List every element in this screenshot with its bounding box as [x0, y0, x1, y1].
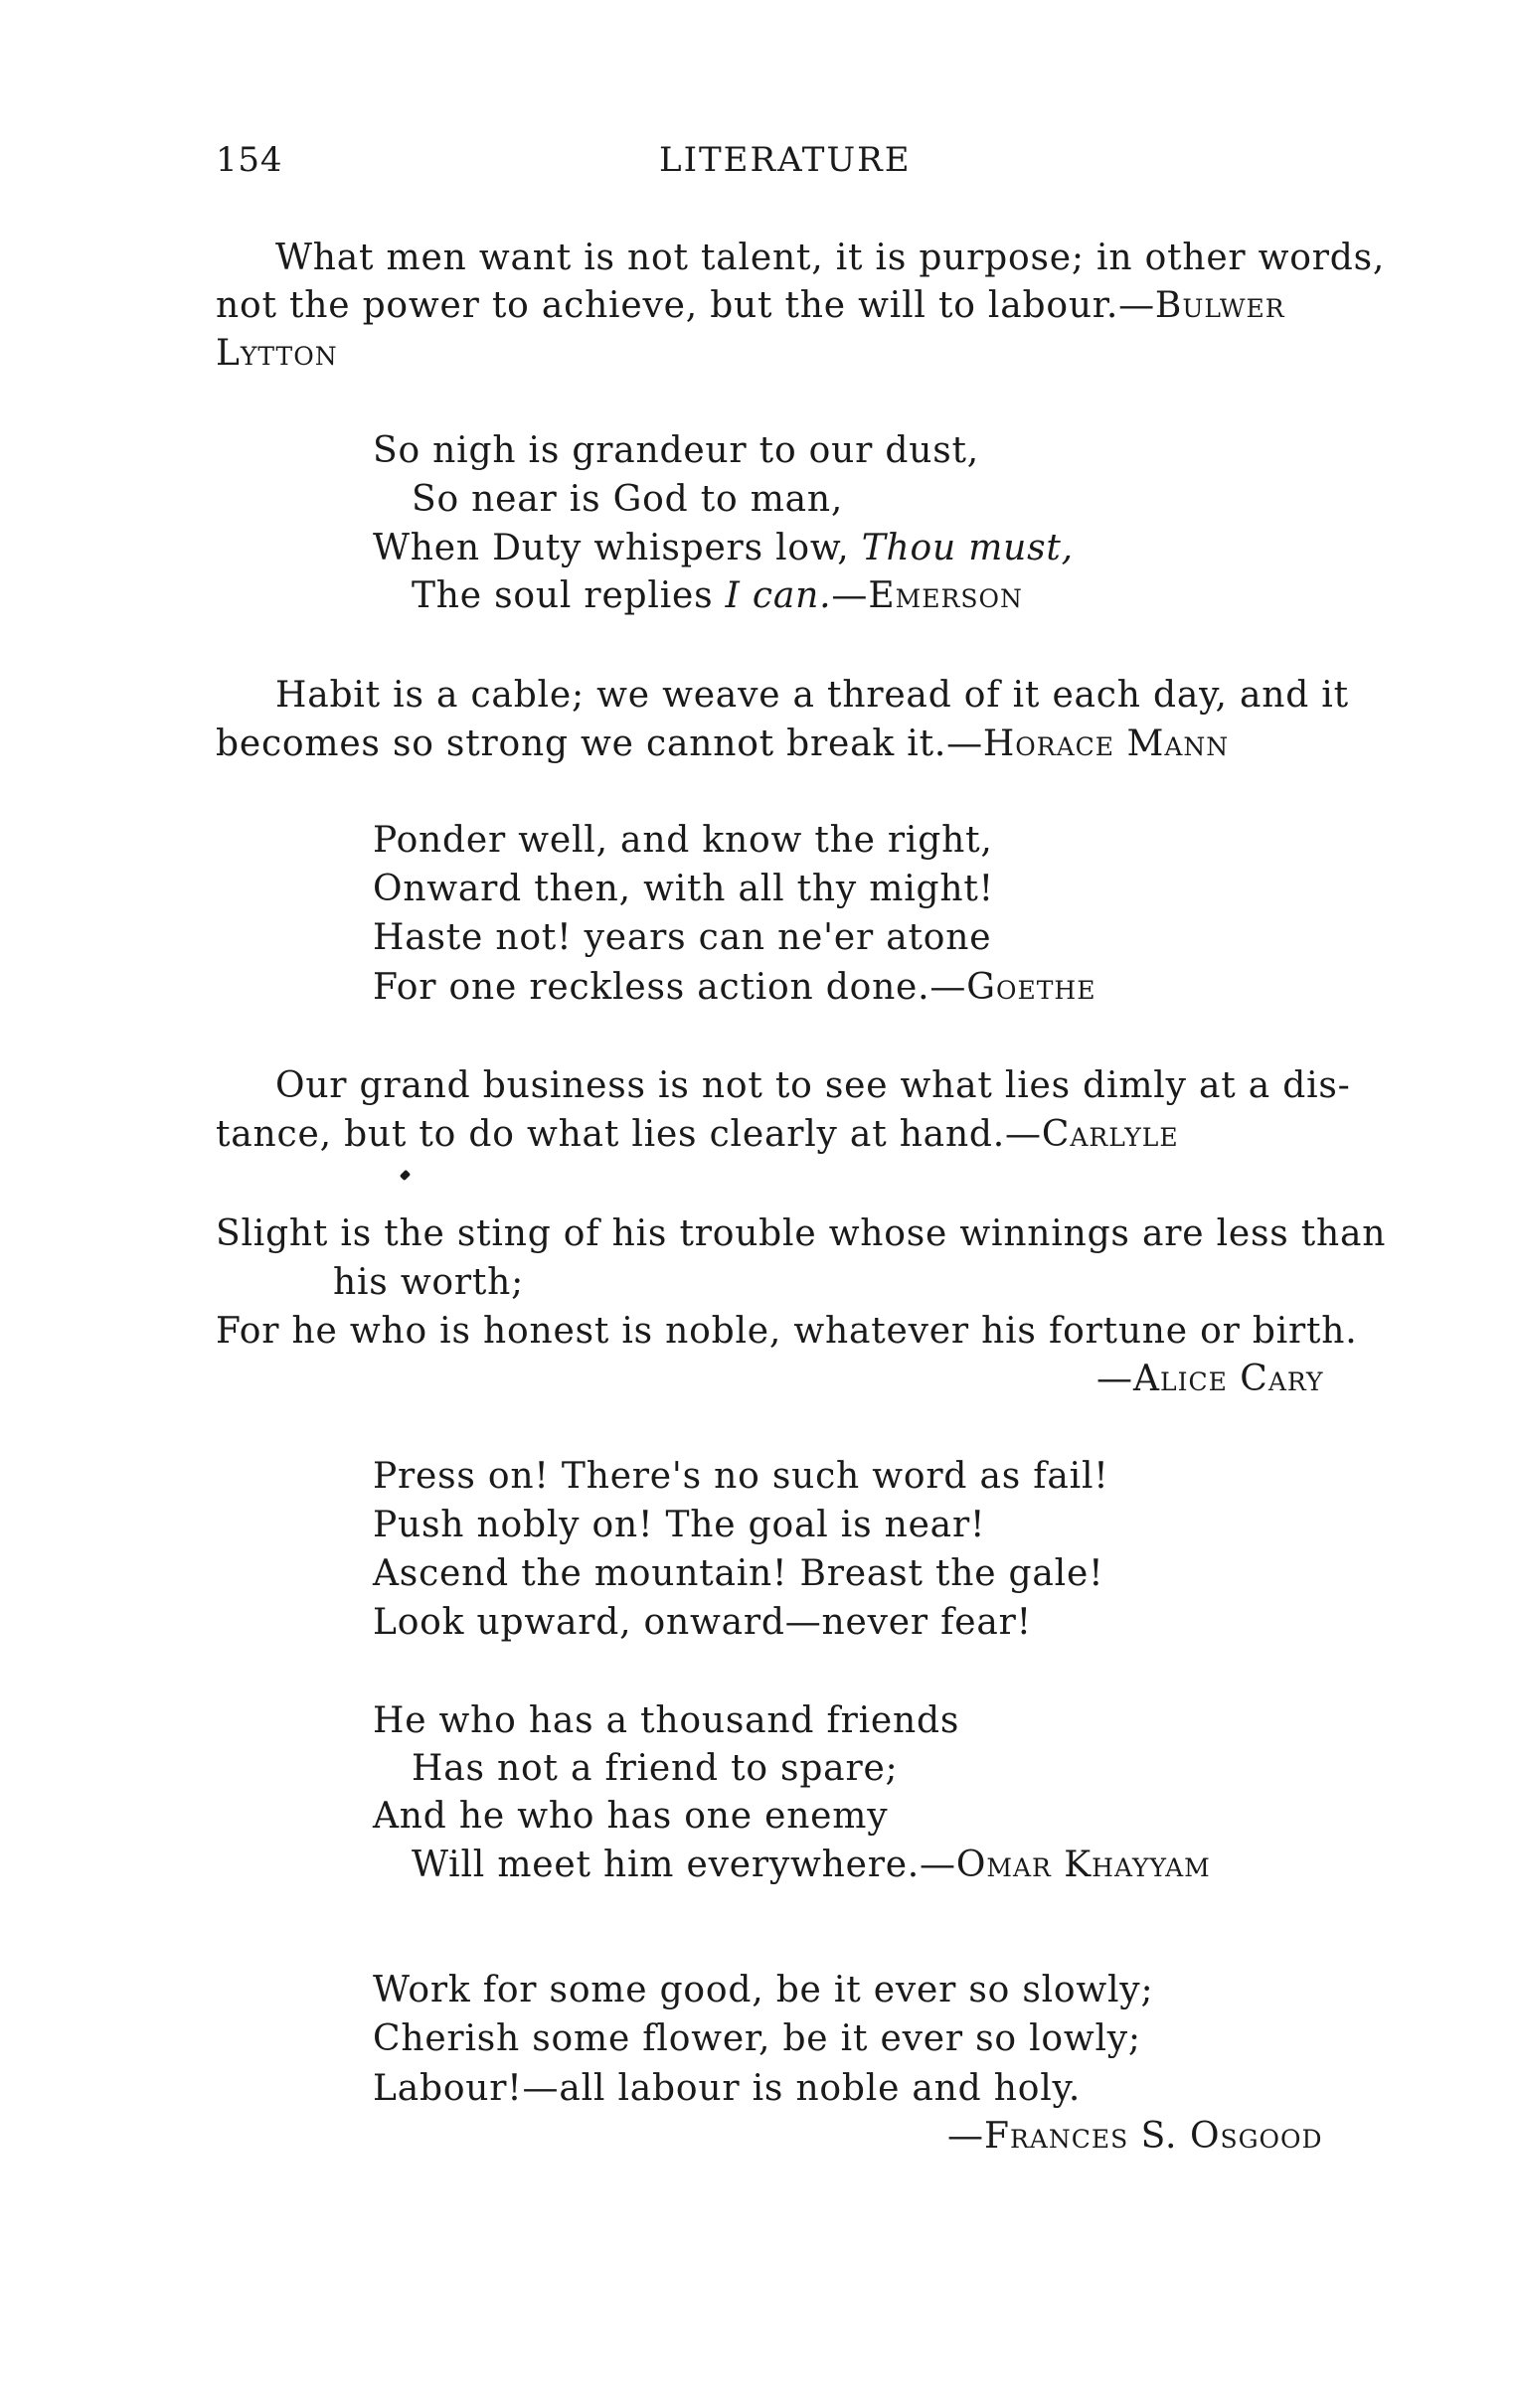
author-alice-cary: —Alice Cary [1096, 1359, 1324, 1399]
poem-emerson-text-4: The soul replies [412, 575, 726, 616]
poem-press-on-line-2: Push nobly on! The goal is near! [373, 1505, 986, 1545]
quote-carlyle-line-2 [216, 1113, 1179, 1157]
author-bulwer: Bulwer [1154, 285, 1285, 326]
poem-cary-line-3: For he who is honest is noble, whatever his fortune or birth. [216, 1311, 1358, 1352]
author-goethe: Goethe [966, 967, 1096, 1008]
poem-khayyam-line-4 [412, 1844, 1211, 1887]
ornament-dot [400, 1170, 411, 1181]
quote-lytton-line-1: What men want is not talent, it is purpose; in other words, [275, 238, 1386, 278]
author-omar-khayyam: Omar Khayyam [955, 1845, 1211, 1885]
poem-goethe-line-2: Onward then, with all thy might! [373, 869, 994, 909]
author-emerson: —Emerson [831, 575, 1023, 616]
poem-osgood-line-1: Work for some good, be it ever so slowly; [373, 1970, 1154, 2010]
poem-press-on-line-4: Look upward, onward—never fear! [373, 1602, 1032, 1643]
author-carlyle: Carlyle [1041, 1114, 1179, 1155]
poem-goethe-line-1: Ponder well, and know the right, [373, 820, 993, 861]
poem-osgood-line-2: Cherish some flower, be it ever so lowly; [373, 2018, 1141, 2059]
poem-goethe-text-4: For one reckless action done.— [373, 967, 967, 1008]
quote-carlyle-line-1: Our grand business is not to see what lies dimly at a dis- [275, 1065, 1351, 1106]
poem-khayyam-line-1: He who has a thousand friends [373, 1700, 960, 1741]
quote-lytton-line-2 [216, 284, 1285, 328]
poem-goethe-line-4 [373, 966, 1095, 1010]
running-title: LITERATURE [659, 140, 912, 180]
author-lytton: Lytton [216, 333, 338, 374]
page-number: 154 [216, 140, 283, 180]
poem-cary-line-2: his worth; [333, 1262, 525, 1303]
poem-press-on-line-3: Ascend the mountain! Breast the gale! [373, 1553, 1104, 1594]
poem-khayyam-line-2: Has not a friend to spare; [412, 1748, 899, 1789]
poem-goethe-line-3: Haste not! years can ne'er atone [373, 917, 992, 958]
quote-mann-text: becomes so strong we cannot break it.— [216, 723, 983, 764]
poem-emerson-text-3: When Duty whispers low, [373, 528, 862, 568]
poem-emerson-line-3 [373, 527, 1074, 570]
author-horace-mann: Horace Mann [982, 723, 1230, 764]
quote-mann-line-1: Habit is a cable; we weave a thread of it each day, and it [275, 675, 1349, 716]
poem-khayyam-line-3: And he who has one enemy [373, 1796, 889, 1837]
poem-emerson-line-2: So near is God to man, [412, 479, 844, 520]
poem-emerson-line-4 [412, 574, 1023, 618]
italic-i-can: I can. [725, 575, 832, 616]
poem-osgood-line-3: Labour!—all labour is noble and holy. [373, 2068, 1082, 2109]
poem-emerson-line-1: So nigh is grandeur to our dust, [373, 430, 979, 471]
author-frances-osgood: —Frances S. Osgood [947, 2116, 1323, 2157]
quote-mann-line-2 [216, 722, 1229, 766]
quote-carlyle-text: tance, but to do what lies clearly at hand.— [216, 1114, 1042, 1155]
poem-cary-line-1: Slight is the sting of his trouble whose winnings are less than [216, 1213, 1387, 1254]
quote-lytton-text: not the power to achieve, but the will to labour.— [216, 285, 1155, 326]
poem-khayyam-text-4: Will meet him everywhere.— [412, 1845, 956, 1885]
poem-press-on-line-1: Press on! There's no such word as fail! [373, 1456, 1109, 1497]
italic-thou-must: Thou must, [861, 528, 1074, 568]
